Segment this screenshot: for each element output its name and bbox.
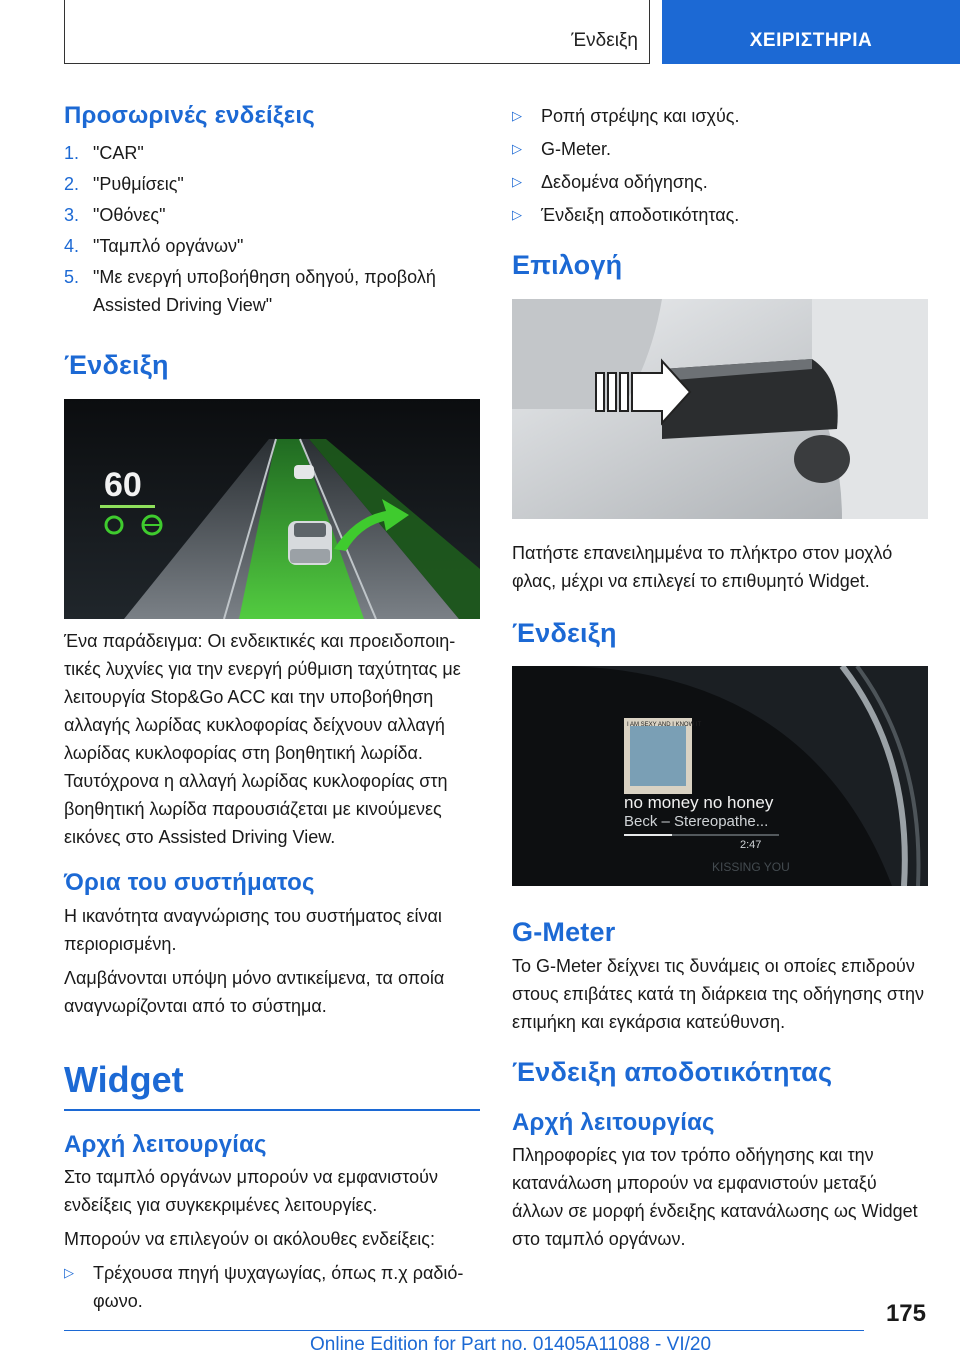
list-item: ▷ Δεδομένα οδήγησης. bbox=[512, 168, 928, 196]
playback-time: 2:47 bbox=[740, 838, 762, 851]
widget-heading-rule bbox=[64, 1109, 480, 1111]
triangle-bullet-icon: ▷ bbox=[512, 174, 522, 189]
turn-signal-lever-image bbox=[512, 299, 928, 519]
list-item: 2. "Ρυθμίσεις" bbox=[64, 173, 184, 194]
entertainment-widget-illustration bbox=[512, 666, 928, 886]
display-heading: Ένδειξη bbox=[512, 618, 617, 649]
list-item: ▷ Ροπή στρέψης και ισχύς. bbox=[512, 102, 928, 130]
list-item: 3. "Οθόνες" bbox=[64, 204, 166, 225]
temporary-displays-heading: Προσωρινές ενδείξεις bbox=[64, 102, 315, 129]
widget-heading: Widget bbox=[64, 1058, 184, 1100]
entertainment-widget-image bbox=[512, 666, 928, 886]
artist-name: Beck – Stereopathe... bbox=[624, 812, 769, 830]
playback-progress bbox=[624, 834, 672, 836]
triangle-bullet-icon: ▷ bbox=[64, 1265, 74, 1281]
assisted-driving-illustration bbox=[64, 399, 480, 619]
svg-text:I AM SEXY AND I KNOW IT: I AM SEXY AND I KNOW IT bbox=[627, 721, 702, 728]
footer-rule bbox=[64, 1330, 864, 1331]
selection-text: Πατήστε επανειλημμένα το πλήκτρο στον μοχλό φλας, μέχρι να επιλεγεί το επιθυμητό Widget. bbox=[512, 543, 893, 592]
principle-text: Μπορούν να επιλεγούν οι ακόλουθες ενδείξεις: bbox=[64, 1229, 435, 1250]
system-limits-text: Λαμβάνονται υπόψη μόνο αντικείμενα, τα οποία αναγνωρίζονται από το σύστημα. bbox=[64, 967, 445, 1016]
widget-options-list-continued bbox=[512, 102, 928, 229]
list-item: ▷ Ένδειξη αποδοτικότητας. bbox=[512, 201, 928, 229]
left-column bbox=[64, 96, 480, 1320]
header-frame bbox=[64, 0, 650, 64]
list-item: ▷ Τρέχουσα πηγή ψυχαγωγίας, όπως π.χ ραδιόφωνο. bbox=[64, 1259, 480, 1315]
song-title: no money no honey bbox=[624, 792, 774, 812]
turn-signal-lever-illustration bbox=[512, 299, 928, 519]
triangle-bullet-icon: ▷ bbox=[512, 207, 522, 222]
figure-caption: Ένα παράδειγμα: Οι ενδεικτικές και προειδοποιητικές λυχνίες για την ενεργή ρύθμιση ταχύτητας με λειτουργία Stop&Go ACC και την υποβοήθηση αλλαγής λωρίδας κυκλοφορίας δείχνουν αλλαγή λωρίδας κυκλοφορίας στη βοηθητική λωρίδα. Ταυτόχρονα η αλλαγή λωρίδας κυκλοφορίας στη βοηθητική λωρίδα παρουσιάζεται με κινούμενες εικόνες στο Assisted Driving View. bbox=[64, 631, 461, 848]
efficiency-principle-heading: Αρχή λειτουργίας bbox=[512, 1108, 715, 1136]
header-chapter-tab: ΧΕΙΡΙΣΤΗΡΙΑ bbox=[662, 0, 960, 64]
system-limits-text: Η ικανότητα αναγνώρισης του συστήματος είναι περιορισμένη. bbox=[64, 905, 442, 954]
efficiency-text: Πληροφορίες για τον τρόπο οδήγησης και την κατανάλωση μπορούν να εμφανιστούν μεταξύ άλλων σε μορφή ένδειξης κατανάλωσης ως Widget στο ταμπλό οργάνων. bbox=[512, 1145, 918, 1250]
svg-text:KISSING YOU: KISSING YOU bbox=[712, 859, 790, 874]
gmeter-heading: G-Meter bbox=[512, 916, 616, 947]
display-heading: Ένδειξη bbox=[64, 349, 169, 380]
selection-heading: Επιλογή bbox=[512, 250, 623, 280]
page-number: 175 bbox=[885, 1300, 926, 1327]
assisted-driving-view-image bbox=[64, 399, 480, 619]
principle-heading: Αρχή λειτουργίας bbox=[64, 1130, 267, 1158]
principle-text: Στο ταμπλό οργάνων μπορούν να εμφανιστούν ενδείξεις για συγκεκριμένες λειτουργίες. bbox=[64, 1167, 438, 1216]
header-section-title: Ένδειξη bbox=[571, 30, 638, 51]
gmeter-text: Το G-Meter δείχνει τις δυνάμεις οι οποίες επιδρούν στους επιβάτες κατά τη διάρκεια της οδήγησης στην επιμήκη και εγκάρσια κατεύθυνση. bbox=[512, 956, 925, 1033]
list-item: 4. "Ταμπλό οργάνων" bbox=[64, 235, 244, 256]
steps-list bbox=[64, 139, 480, 319]
list-item: 1. "CAR" bbox=[64, 142, 144, 163]
system-limits-heading: Όρια του συστήματος bbox=[64, 869, 315, 897]
right-column bbox=[512, 96, 928, 1253]
triangle-bullet-icon: ▷ bbox=[512, 108, 522, 123]
speed-readout: 60 bbox=[104, 466, 142, 505]
list-item: 5. "Με ενεργή υποβοήθηση οδηγού, προβολή Assisted Driving View" bbox=[64, 266, 436, 315]
triangle-bullet-icon: ▷ bbox=[512, 141, 522, 156]
widget-options-list bbox=[64, 1259, 480, 1315]
footer-edition-text: Online Edition for Part no. 01405A11088 - VI/20 bbox=[310, 1334, 712, 1355]
efficiency-heading: Ένδειξη αποδοτικότητας bbox=[512, 1057, 833, 1088]
list-item: ▷ G-Meter. bbox=[512, 135, 928, 163]
